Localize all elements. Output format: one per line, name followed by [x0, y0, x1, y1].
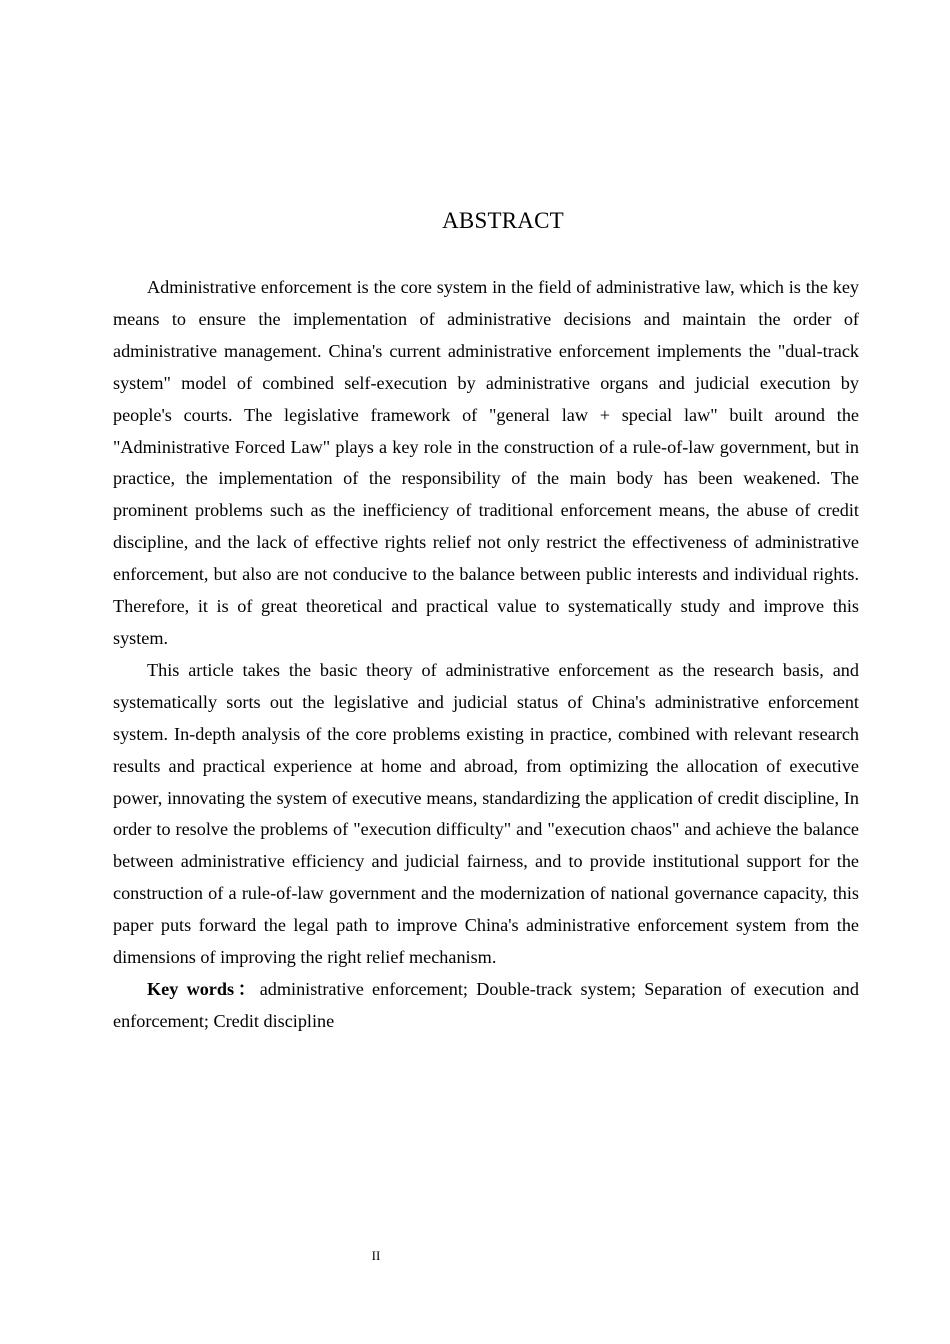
- abstract-body: [113, 272, 859, 1038]
- keywords-label: Key words：: [147, 978, 260, 999]
- abstract-paragraph-2: This article takes the basic theory of administrative enforcement as the research basis, and systematically sorts out the legislative and judicial status of China's administrative enforcement system. In-depth analysis of the core problems existing in practice, combined with relevant research results and practical experience at home and abroad, from optimizing the allocation of executive power, innovating the system of executive means, standardizing the application of credit discipline, In order to resolve the problems of "execution difficulty" and "execution chaos" and achieve the balance between administrative efficiency and judicial fairness, and to provide institutional support for the construction of a rule-of-law government and the modernization of national governance capacity, this paper puts forward the legal path to improve China's administrative enforcement system from the dimensions of improving the right relief mechanism.: [113, 659, 859, 968]
- keywords-text: administrative enforcement; Double-track system; Separation of execution and enforcement; Credit discipline: [113, 978, 859, 1031]
- keywords-paragraph: [113, 974, 859, 1038]
- page-number: II: [371, 1248, 381, 1263]
- abstract-paragraph-1: Administrative enforcement is the core system in the field of administrative law, which is the key means to ensure the implementation of administrative decisions and maintain the order of administrative management. China's current administrative enforcement implements the "dual-track system" model of combined self-execution by administrative organs and judicial execution by people's courts. The legislative framework of "general law + special law" built around the "Administrative Forced Law" plays a key role in the construction of a rule-of-law government, but in practice, the implementation of the responsibility of the main body has been weakened. The prominent problems such as the inefficiency of traditional enforcement means, the abuse of credit discipline, and the lack of effective rights relief not only restrict the effectiveness of administrative enforcement, but also are not conducive to the balance between public interests and individual rights. Therefore, it is of great theoretical and practical value to systematically study and improve this system.: [113, 277, 859, 648]
- abstract-title: ABSTRACT: [442, 208, 564, 233]
